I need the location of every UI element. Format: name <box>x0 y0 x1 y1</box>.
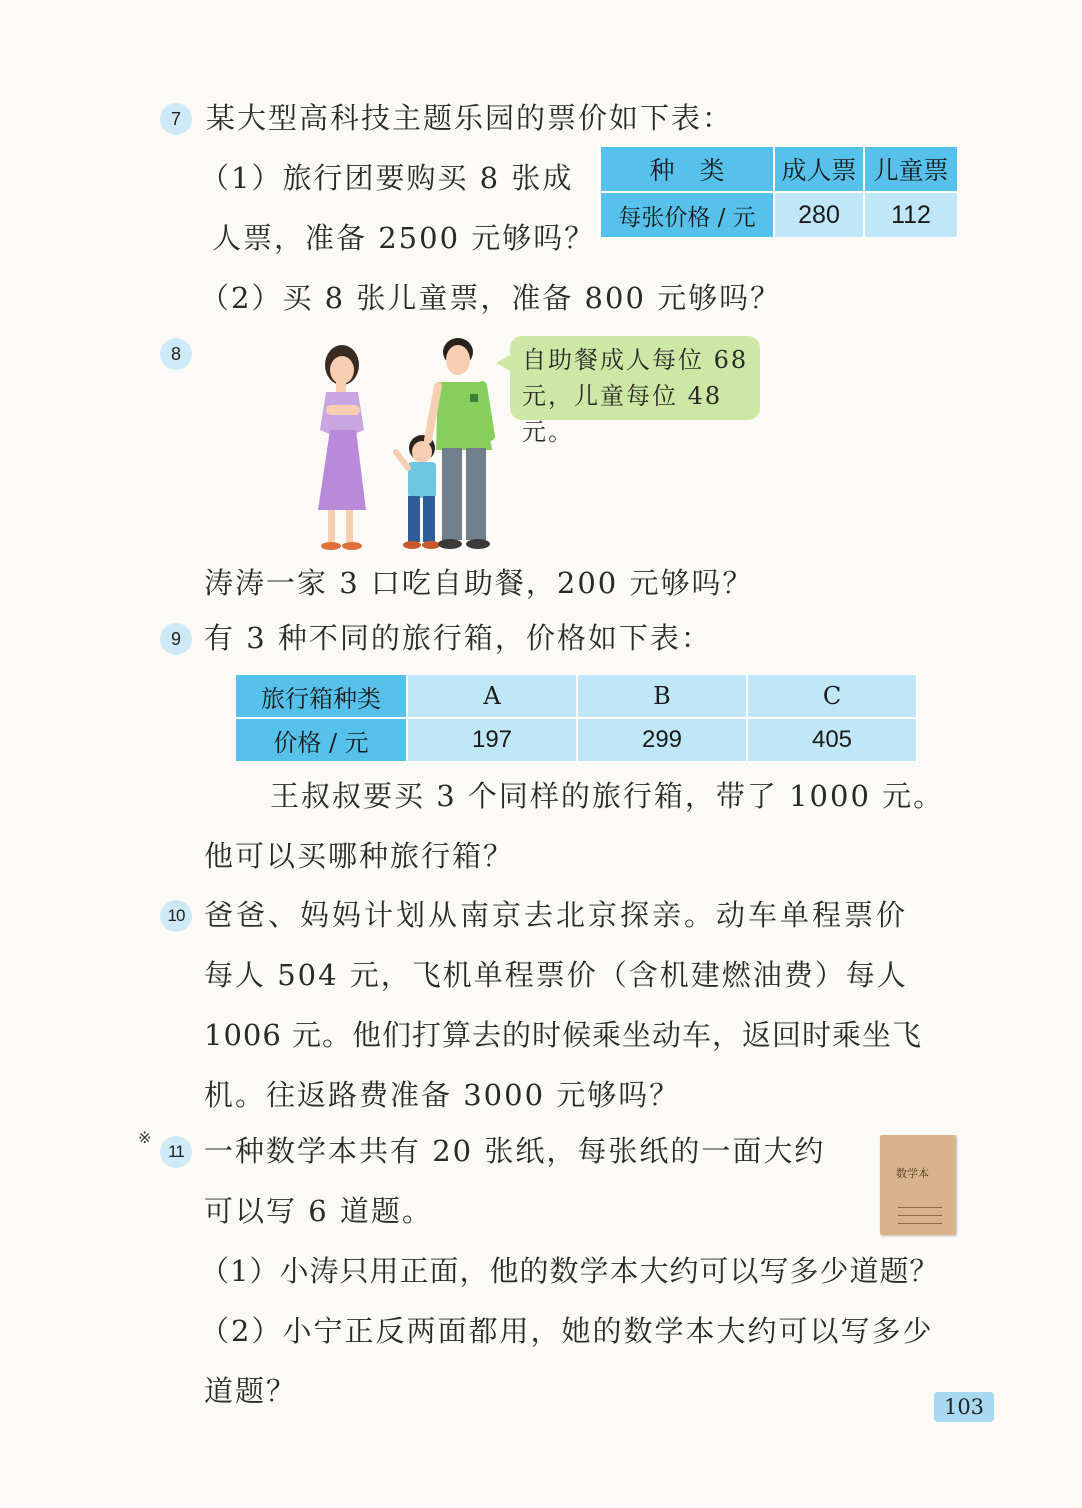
table-header-cell: 儿童票 <box>864 146 958 192</box>
question-number-7: 7 <box>160 103 192 135</box>
question-number-11: 11 <box>160 1136 192 1168</box>
notebook-line <box>898 1223 942 1224</box>
q9-stem: 有 3 种不同的旅行箱，价格如下表： <box>204 621 712 655</box>
table-cell: 299 <box>577 718 747 762</box>
suitcase-price-table <box>234 673 918 763</box>
optional-mark: ※ <box>138 1128 152 1147</box>
q8-question: 涛涛一家 3 口吃自助餐，200 元够吗？ <box>204 566 754 600</box>
table-cell: 112 <box>864 192 958 238</box>
family-illustration <box>300 330 510 560</box>
q11-sub2-line1: （2）小宁正反两面都用，她的数学本大约可以写多少 <box>200 1314 934 1348</box>
bubble-line-1: 自助餐成人每位 68 <box>522 346 749 374</box>
table-row <box>235 674 917 718</box>
q9-text-line1: 王叔叔要买 3 个同样的旅行箱，带了 1000 元。 <box>270 779 945 813</box>
ticket-price-table <box>599 145 959 239</box>
notebook-line <box>898 1215 942 1216</box>
table-cell: 197 <box>407 718 577 762</box>
boy-figure <box>396 435 440 549</box>
q11-line1: 一种数学本共有 20 张纸，每张纸的一面大约 <box>204 1134 826 1168</box>
speech-bubble-tail <box>496 354 512 372</box>
table-row <box>600 192 958 238</box>
question-number-10: 10 <box>160 900 192 932</box>
page-number: 103 <box>934 1392 994 1422</box>
q10-line2: 每人 504 元，飞机单程票价（含机建燃油费）每人 <box>204 958 908 992</box>
question-number-9: 9 <box>160 623 192 655</box>
table-header-cell: 旅行箱种类 <box>235 674 407 718</box>
q10-line4: 机。往返路费准备 3000 元够吗？ <box>204 1078 681 1112</box>
table-header-cell: C <box>747 674 917 718</box>
table-header-cell: 成人票 <box>774 146 864 192</box>
q10-line1: 爸爸、妈妈计划从南京去北京探亲。动车单程票价 <box>204 898 909 932</box>
q7-sub1-line2: 人票，准备 2500 元够吗？ <box>212 221 596 255</box>
q11-line2: 可以写 6 道题。 <box>204 1194 433 1228</box>
q10-line3: 1006 元。他们打算去的时候乘坐动车，返回时乘坐飞 <box>204 1018 923 1052</box>
table-row-label: 每张价格 / 元 <box>600 192 774 238</box>
q11-sub1: （1）小涛只用正面，他的数学本大约可以写多少道题？ <box>200 1254 940 1288</box>
table-cell: 280 <box>774 192 864 238</box>
table-header-cell: 种 类 <box>600 146 774 192</box>
table-row-label: 价格 / 元 <box>235 718 407 762</box>
q11-sub2-line2: 道题？ <box>204 1374 298 1408</box>
table-row <box>235 718 917 762</box>
q7-sub1-line1: （1）旅行团要购买 8 张成 <box>200 161 574 195</box>
q7-sub2: （2）买 8 张儿童票，准备 800 元够吗？ <box>200 281 782 315</box>
speech-bubble <box>510 336 760 446</box>
q7-stem: 某大型高科技主题乐园的票价如下表： <box>206 101 734 135</box>
mother-figure <box>318 345 366 550</box>
bubble-line-2: 元，儿童每位 48 元。 <box>522 382 723 446</box>
table-cell: 405 <box>747 718 917 762</box>
math-notebook-image <box>880 1135 956 1235</box>
table-row <box>600 146 958 192</box>
table-header-cell: B <box>577 674 747 718</box>
father-figure <box>428 338 492 549</box>
notebook-label: 数学本 <box>896 1167 929 1180</box>
notebook-line <box>898 1207 942 1208</box>
question-number-8: 8 <box>160 338 192 370</box>
table-header-cell: A <box>407 674 577 718</box>
q9-text-line2: 他可以买哪种旅行箱？ <box>204 839 515 873</box>
